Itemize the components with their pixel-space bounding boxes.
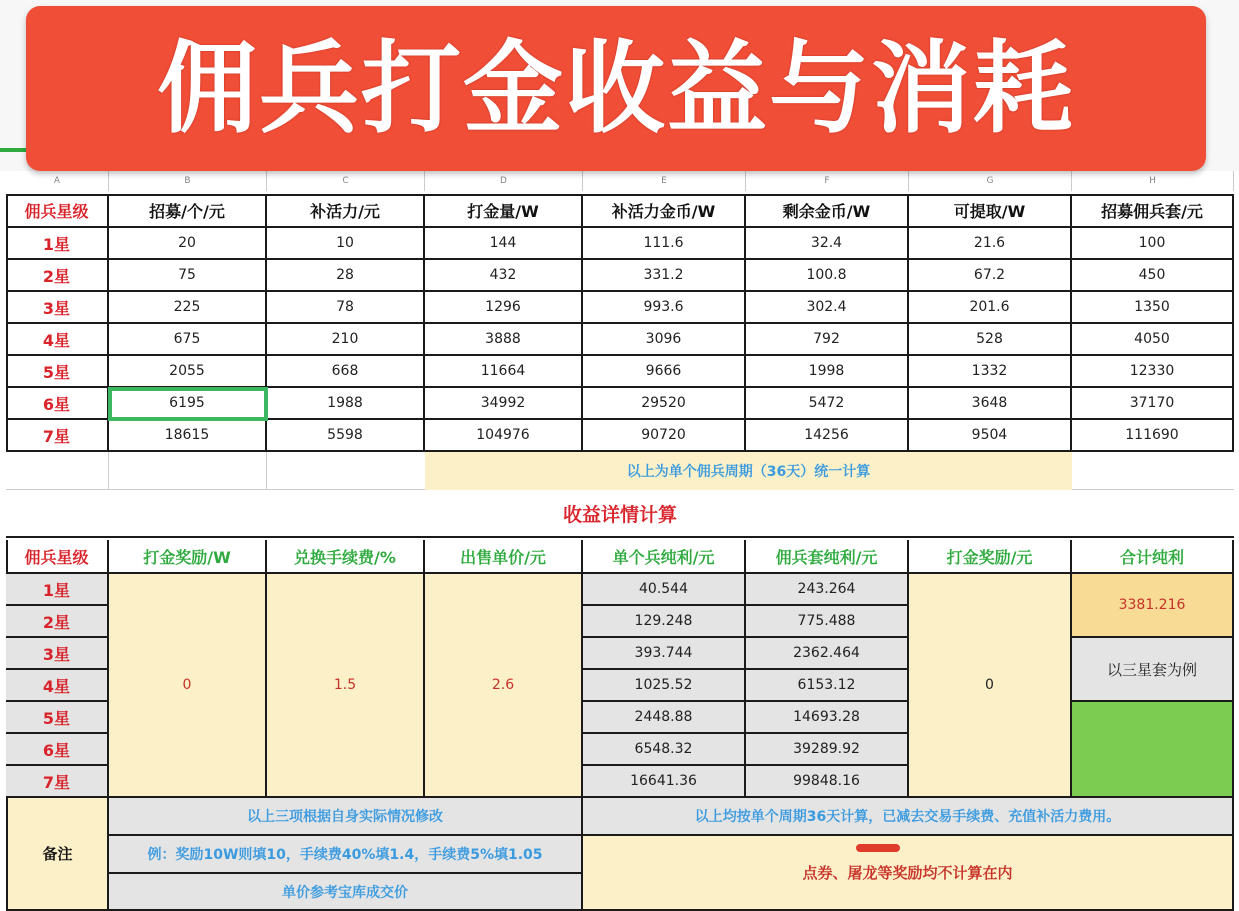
- column-letter: F: [746, 171, 909, 191]
- table1-data-cell[interactable]: 9504: [909, 420, 1072, 452]
- table1-data-cell[interactable]: 75: [109, 260, 267, 292]
- table1-data-cell[interactable]: 5598: [267, 420, 425, 452]
- section-title: 收益详情计算: [6, 490, 1234, 538]
- table2-header-cell: 佣兵星级: [6, 540, 109, 574]
- column-letter: H: [1072, 171, 1234, 191]
- table1-header-cell: 打金量/W: [425, 194, 583, 228]
- column-letter: G: [909, 171, 1072, 191]
- table2-header-cell: 打金奖励/W: [109, 540, 267, 574]
- remark-line-3: 单价参考宝库成交价: [109, 874, 583, 911]
- table1-data-cell[interactable]: 225: [109, 292, 267, 324]
- star-level-label[interactable]: 3星: [6, 292, 109, 324]
- fee-percent-input[interactable]: 1.5: [267, 574, 425, 798]
- table1-data-cell[interactable]: 993.6: [583, 292, 746, 324]
- grid-line: [108, 452, 109, 490]
- table1-data-cell[interactable]: 104976: [425, 420, 583, 452]
- table1-data-cell[interactable]: 78: [267, 292, 425, 324]
- table1-data-cell[interactable]: 450: [1072, 260, 1234, 292]
- column-letter: B: [109, 171, 267, 191]
- star-level-label: 7星: [6, 766, 109, 798]
- table1-header-cell: 补活力金币/W: [583, 194, 746, 228]
- remark-right-1: 以上均按单个周期36天计算，已减去交易手续费、充值补活力费用。: [583, 798, 1234, 836]
- table1-data-cell[interactable]: 21.6: [909, 228, 1072, 260]
- remark-line-1: 以上三项根据自身实际情况修改: [109, 798, 583, 836]
- table1-data-cell[interactable]: 18615: [109, 420, 267, 452]
- remark-right-2: 点券、屠龙等奖励均不计算在内: [583, 836, 1234, 911]
- table1-data-cell[interactable]: 302.4: [746, 292, 909, 324]
- table1-data-cell[interactable]: 67.2: [909, 260, 1072, 292]
- set-profit-cell[interactable]: 99848.16: [746, 766, 909, 798]
- table1-header-cell: 剩余金币/W: [746, 194, 909, 228]
- single-profit-cell[interactable]: 1025.52: [583, 670, 746, 702]
- red-marker-mark: [856, 844, 900, 852]
- bonus-w-input[interactable]: 0: [109, 574, 267, 798]
- table1-data-cell[interactable]: 1296: [425, 292, 583, 324]
- table1-data-cell[interactable]: 201.6: [909, 292, 1072, 324]
- set-profit-cell[interactable]: 6153.12: [746, 670, 909, 702]
- table1-data-cell[interactable]: 331.2: [583, 260, 746, 292]
- table2-header-cell: 佣兵套纯利/元: [746, 540, 909, 574]
- table1-header-cell: 招募/个/元: [109, 194, 267, 228]
- set-profit-cell[interactable]: 2362.464: [746, 638, 909, 670]
- table1-data-cell[interactable]: 32.4: [746, 228, 909, 260]
- table1-data-cell[interactable]: 1350: [1072, 292, 1234, 324]
- table1-data-cell[interactable]: 111690: [1072, 420, 1234, 452]
- star-level-label: 2星: [6, 606, 109, 638]
- unit-price-input[interactable]: 2.6: [425, 574, 583, 798]
- remark-line-2: 例：奖励10W则填10，手续费40%填1.4，手续费5%填1.05: [109, 836, 583, 874]
- table1-header-cell: 招募佣兵套/元: [1072, 194, 1234, 228]
- star-level-label: 3星: [6, 638, 109, 670]
- table1-data-cell[interactable]: 5472: [746, 388, 909, 420]
- table1-data-cell[interactable]: 2055: [109, 356, 267, 388]
- table1-data-cell[interactable]: 3648: [909, 388, 1072, 420]
- table1-data-cell[interactable]: 100.8: [746, 260, 909, 292]
- table1-data-cell[interactable]: 11664: [425, 356, 583, 388]
- table1-data-cell[interactable]: 1988: [267, 388, 425, 420]
- single-profit-cell[interactable]: 393.744: [583, 638, 746, 670]
- table2-header-cell: 打金奖励/元: [909, 540, 1072, 574]
- single-profit-cell[interactable]: 40.544: [583, 574, 746, 606]
- table1-data-cell[interactable]: 28: [267, 260, 425, 292]
- table1-data-cell[interactable]: 10: [267, 228, 425, 260]
- table1-data-cell[interactable]: 37170: [1072, 388, 1234, 420]
- table1-data-cell[interactable]: 1332: [909, 356, 1072, 388]
- example-label: 以三星套为例: [1072, 638, 1234, 702]
- table1-data-cell[interactable]: 4050: [1072, 324, 1234, 356]
- set-profit-cell[interactable]: 39289.92: [746, 734, 909, 766]
- grid-line: [266, 452, 267, 490]
- remarks-label: 备注: [6, 798, 109, 911]
- table1-data-cell[interactable]: 14256: [746, 420, 909, 452]
- table2-header-cell: 兑换手续费/%: [267, 540, 425, 574]
- star-level-label[interactable]: 6星: [6, 388, 109, 420]
- table2-header-cell: 单个兵纯利/元: [583, 540, 746, 574]
- table1-data-cell[interactable]: 668: [267, 356, 425, 388]
- column-letter: E: [583, 171, 746, 191]
- star-level-label[interactable]: 7星: [6, 420, 109, 452]
- star-level-label: 6星: [6, 734, 109, 766]
- column-letter: C: [267, 171, 425, 191]
- table2-header-cell: 出售单价/元: [425, 540, 583, 574]
- table1-header-cell: 佣兵星级: [6, 194, 109, 228]
- total-profit-cell[interactable]: 3381.216: [1072, 574, 1234, 638]
- table1-data-cell[interactable]: 144: [425, 228, 583, 260]
- table1-data-cell[interactable]: 1998: [746, 356, 909, 388]
- table1-data-cell[interactable]: 210: [267, 324, 425, 356]
- title-banner: [26, 6, 1206, 171]
- single-profit-cell[interactable]: 6548.32: [583, 734, 746, 766]
- table1-data-cell[interactable]: 432: [425, 260, 583, 292]
- set-profit-cell[interactable]: 14693.28: [746, 702, 909, 734]
- active-cell-outline: [108, 387, 268, 421]
- table1-data-cell[interactable]: 675: [109, 324, 267, 356]
- star-level-label: 1星: [6, 574, 109, 606]
- table1-data-cell[interactable]: 34992: [425, 388, 583, 420]
- single-profit-cell[interactable]: 16641.36: [583, 766, 746, 798]
- table1-data-cell[interactable]: 29520: [583, 388, 746, 420]
- table1-data-cell[interactable]: 3096: [583, 324, 746, 356]
- table1-data-cell[interactable]: 528: [909, 324, 1072, 356]
- green-filler-cell: [1072, 702, 1234, 798]
- table1-data-cell[interactable]: 111.6: [583, 228, 746, 260]
- star-level-label[interactable]: 2星: [6, 260, 109, 292]
- star-level-label[interactable]: 5星: [6, 356, 109, 388]
- table2-header-cell: 合计纯利: [1072, 540, 1234, 574]
- single-profit-cell[interactable]: 129.248: [583, 606, 746, 638]
- column-letter: D: [425, 171, 583, 191]
- table1-data-cell[interactable]: 12330: [1072, 356, 1234, 388]
- set-profit-cell[interactable]: 243.264: [746, 574, 909, 606]
- star-level-label[interactable]: 1星: [6, 228, 109, 260]
- table1-header-cell: 可提取/W: [909, 194, 1072, 228]
- table1-data-cell[interactable]: 9666: [583, 356, 746, 388]
- banner-title: 佣兵打金收益与消耗: [157, 29, 1075, 147]
- table1-data-cell[interactable]: 3888: [425, 324, 583, 356]
- table1-note: 以上为单个佣兵周期（36天）统一计算: [425, 452, 1072, 490]
- star-level-label: 4星: [6, 670, 109, 702]
- table1-header-cell: 补活力/元: [267, 194, 425, 228]
- single-profit-cell[interactable]: 2448.88: [583, 702, 746, 734]
- star-level-label[interactable]: 4星: [6, 324, 109, 356]
- star-level-label: 5星: [6, 702, 109, 734]
- table1-data-cell[interactable]: 100: [1072, 228, 1234, 260]
- table1-data-cell[interactable]: 20: [109, 228, 267, 260]
- table1-data-cell[interactable]: 90720: [583, 420, 746, 452]
- bonus-yuan-cell[interactable]: 0: [909, 574, 1072, 798]
- table1-data-cell[interactable]: 792: [746, 324, 909, 356]
- column-letter: A: [6, 171, 109, 191]
- set-profit-cell[interactable]: 775.488: [746, 606, 909, 638]
- table1-data-cell[interactable]: 6195: [109, 388, 267, 420]
